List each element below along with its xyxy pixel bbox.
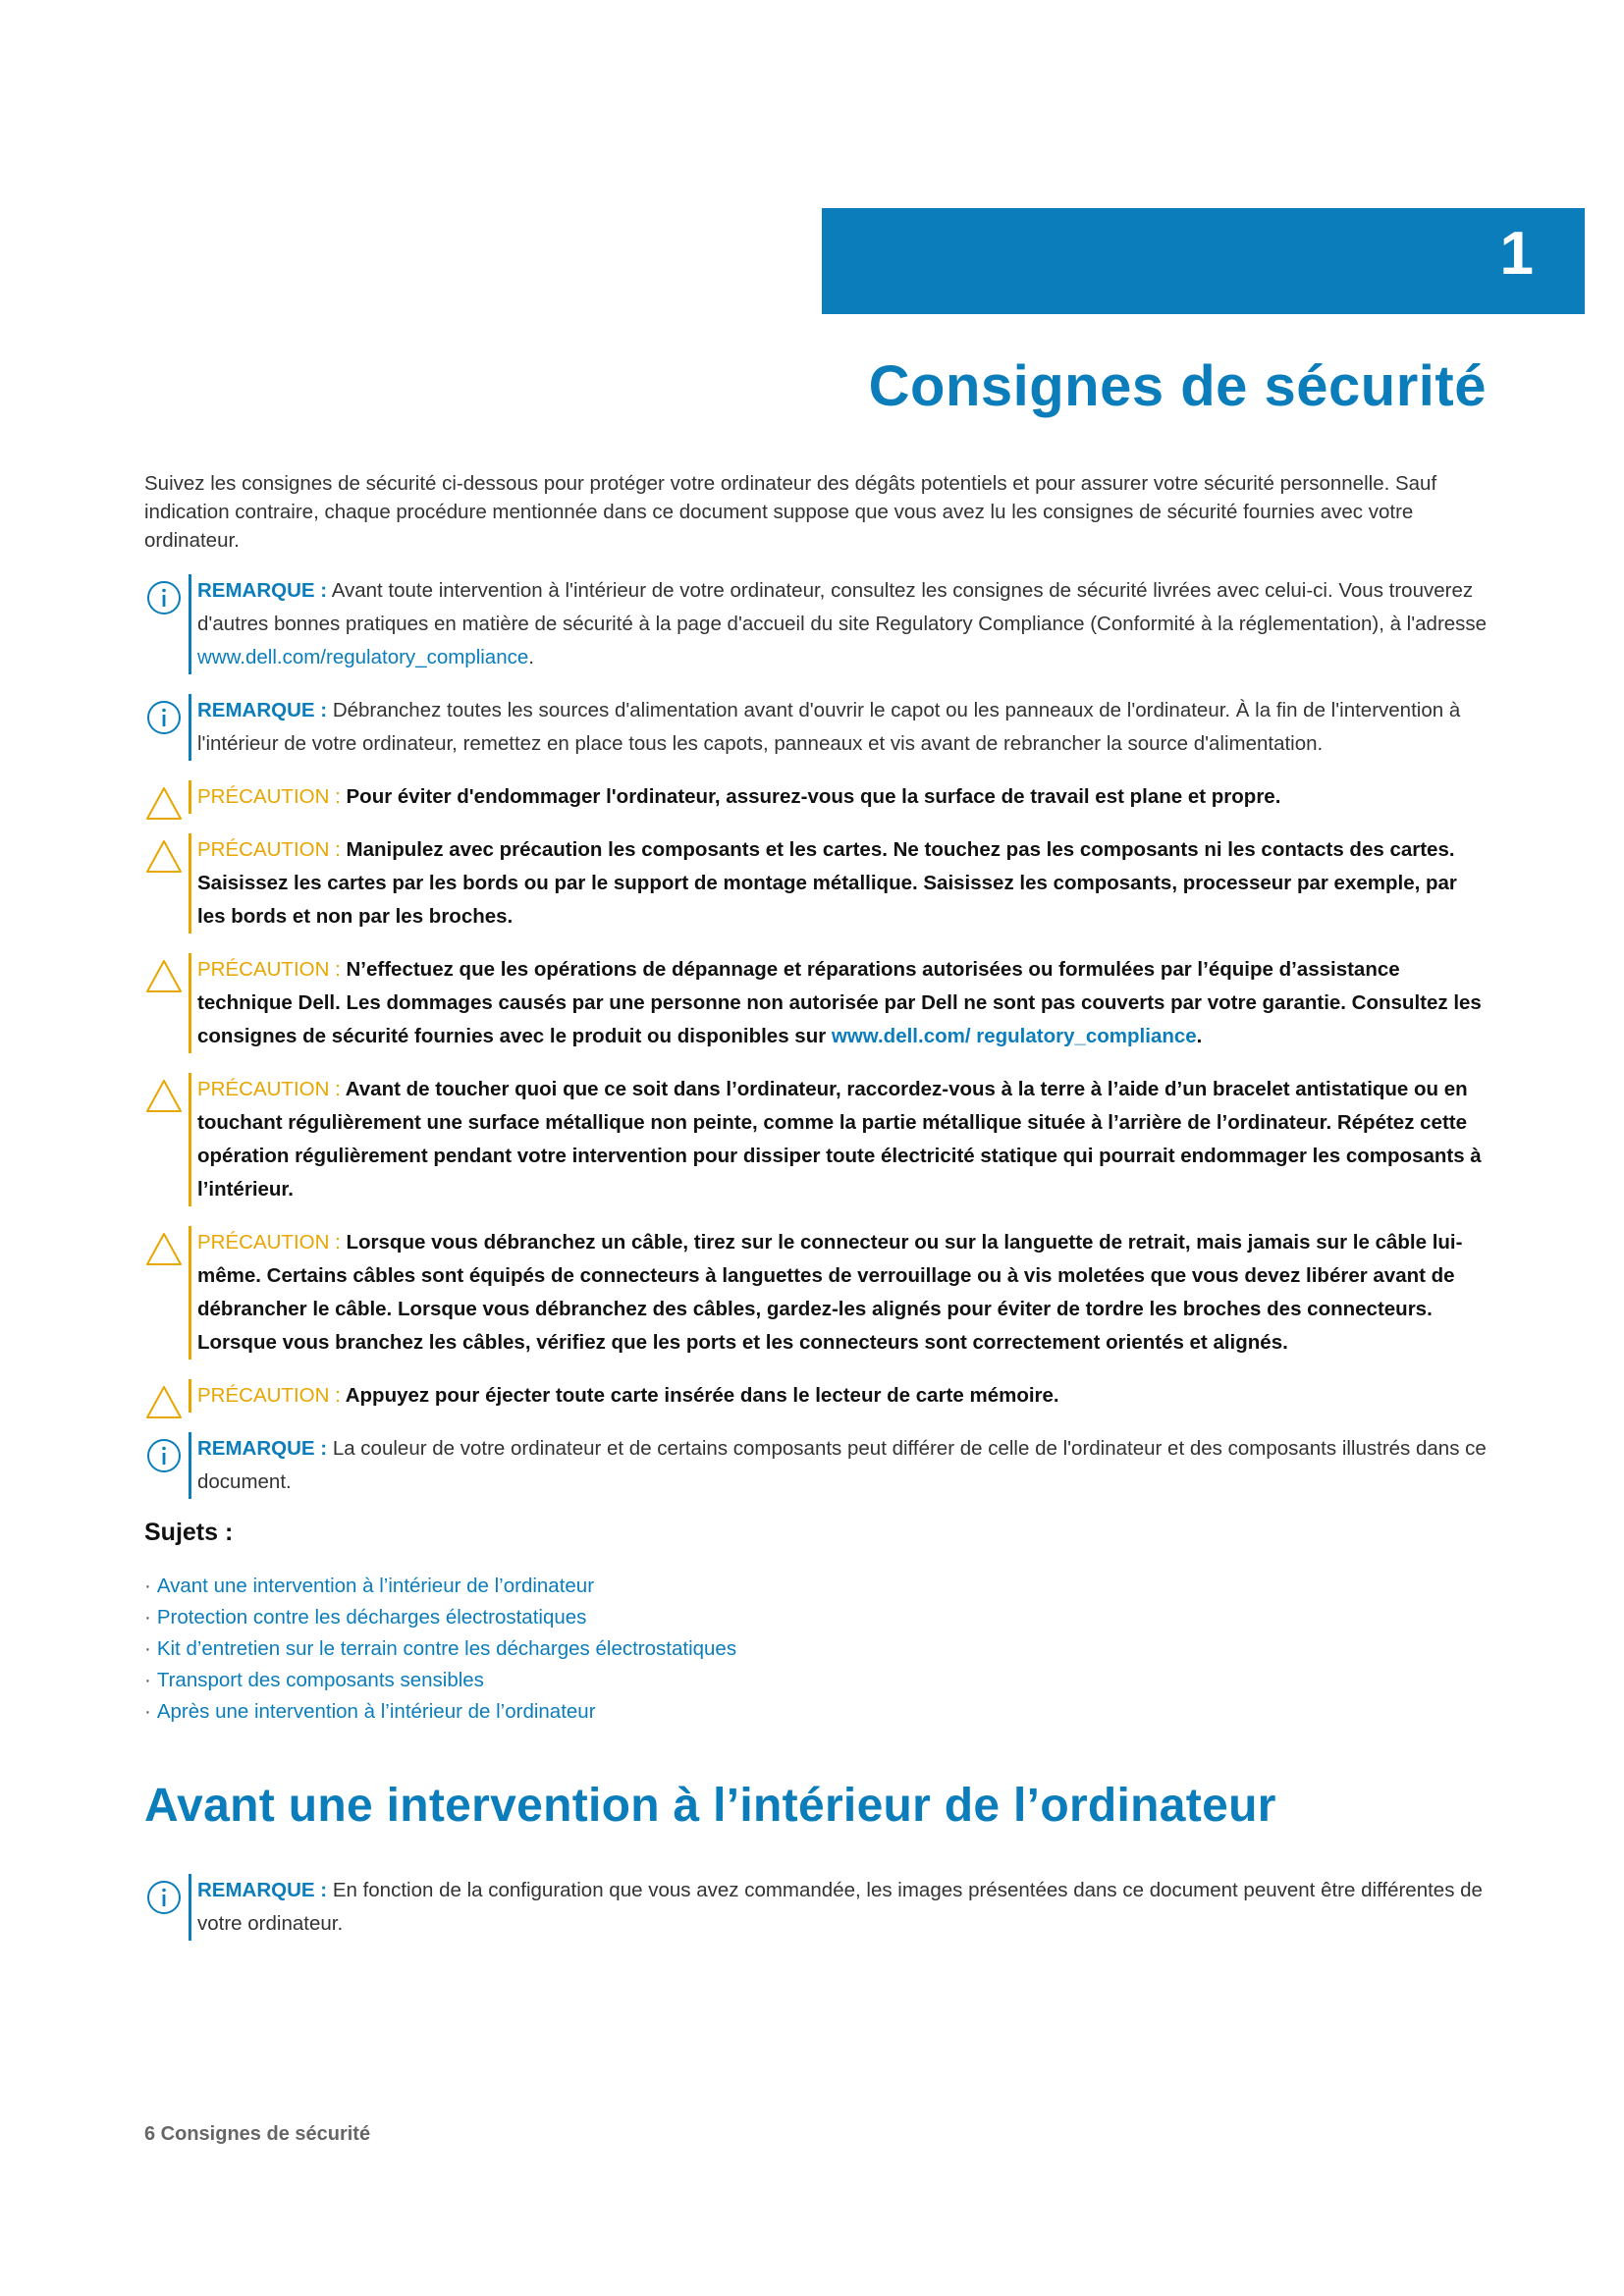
caution-text: Avant de toucher quoi que ce soit dans l’ordinateur, raccordez-vous à la terre à l’aide d’un bracelet antistatique ou en touchant régulièrement une surface métallique non peinte, comme la partie métallique située à l’arrière de l’ordinateur. Répétez cette opération régulièrement pendant votre intervention pour dissiper toute électricité statique qui pourrait endommager les composants à l’intérieur. bbox=[197, 1078, 1482, 1201]
caution-memory-card bbox=[144, 1379, 1489, 1413]
bullet: · bbox=[144, 1606, 151, 1629]
caution-grounding bbox=[144, 1073, 1489, 1206]
note-text: En fonction de la configuration que vous avez commandée, les images présentées dans ce document peuvent être différentes de votre ordinateur. bbox=[197, 1879, 1483, 1935]
info-icon bbox=[144, 1878, 184, 1917]
topics-list bbox=[144, 1571, 1489, 1728]
warning-icon bbox=[144, 1077, 184, 1116]
note-label: REMARQUE : bbox=[197, 1437, 328, 1460]
caution-label: PRÉCAUTION : bbox=[197, 1231, 341, 1254]
bullet: · bbox=[144, 1637, 151, 1660]
list-item bbox=[144, 1665, 1489, 1696]
bullet: · bbox=[144, 1700, 151, 1723]
warning-icon bbox=[144, 837, 184, 877]
note-text: La couleur de votre ordinateur et de certains composants peut différer de celle de l'ordinateur et des composants illustrés dans ce document. bbox=[197, 1437, 1487, 1493]
topic-link[interactable]: Protection contre les décharges électrostatiques bbox=[156, 1606, 587, 1629]
info-icon bbox=[144, 698, 184, 737]
note-label: REMARQUE : bbox=[197, 699, 328, 721]
note-text-end: . bbox=[528, 646, 534, 668]
info-icon bbox=[144, 578, 184, 617]
note-text: Débranchez toutes les sources d'alimentation avant d'ouvrir le capot ou les panneaux de l'ordinateur. À la fin de l'intervention à l'intérieur de votre ordinateur, remettez en place tous les capots, panneaux et vis avant de rebrancher la source d'alimentation. bbox=[197, 699, 1461, 755]
caution-text: Lorsque vous débranchez un câble, tirez sur le connecteur ou sur la languette de retrait, mais jamais sur le câble lui-même. Certains câbles sont équipés de connecteurs à languettes de verrouillage ou à vis moletées que vous devez libérer avant de débrancher le câble. Lorsque vous débranchez des câbles, gardez-les alignés pour éviter de tordre les broches des connecteurs. Lorsque vous branchez les câbles, vérifiez que les ports et les connecteurs sont correctement orientés et alignés. bbox=[197, 1231, 1463, 1354]
intro-paragraph: Suivez les consignes de sécurité ci-dessous pour protéger votre ordinateur des dégâts potentiels et pour assurer votre sécurité personnelle. Sauf indication contraire, chaque procédure mentionnée dans ce document suppose que vous avez lu les consignes de sécurité fournies avec votre ordinateur. bbox=[144, 472, 1437, 552]
regulatory-compliance-link[interactable]: www.dell.com/regulatory_compliance bbox=[197, 646, 529, 668]
caution-text-end: . bbox=[1196, 1025, 1203, 1047]
caution-label: PRÉCAUTION : bbox=[197, 1384, 341, 1407]
regulatory-compliance-link[interactable]: www.dell.com/ regulatory_compliance bbox=[831, 1025, 1197, 1047]
list-item bbox=[144, 1571, 1489, 1602]
list-item bbox=[144, 1696, 1489, 1728]
note-text: Avant toute intervention à l'intérieur de votre ordinateur, consultez les consignes de sécurité livrées avec celui-ci. Vous trouverez d'autres bonnes pratiques en matière de sécurité à la page d'accueil du site Regulatory Compliance (Conformité à la réglementation), à l'adresse bbox=[197, 579, 1488, 635]
chapter-title: Consignes de sécurité bbox=[868, 354, 1487, 418]
section-heading: Avant une intervention à l’intérieur de l’ordinateur bbox=[144, 1780, 1276, 1832]
caution-label: PRÉCAUTION : bbox=[197, 958, 341, 981]
warning-icon bbox=[144, 1230, 184, 1269]
chapter-number: 1 bbox=[1499, 220, 1534, 288]
topic-link[interactable]: Kit d’entretien sur le terrain contre les décharges électrostatiques bbox=[156, 1637, 737, 1660]
list-item bbox=[144, 1633, 1489, 1665]
page-footer: 6 Consignes de sécurité bbox=[144, 2123, 371, 2145]
note-configuration bbox=[144, 1874, 1489, 1941]
caution-components bbox=[144, 833, 1489, 934]
topic-link[interactable]: Après une intervention à l’intérieur de l’ordinateur bbox=[156, 1700, 596, 1723]
note-power bbox=[144, 694, 1489, 761]
topic-link[interactable]: Transport des composants sensibles bbox=[156, 1669, 484, 1691]
note-label: REMARQUE : bbox=[197, 1879, 328, 1901]
caution-text: Pour éviter d'endommager l'ordinateur, assurez-vous que la surface de travail est plane et propre. bbox=[346, 785, 1281, 808]
warning-icon bbox=[144, 957, 184, 996]
bullet: · bbox=[144, 1575, 151, 1597]
caution-authorized-repairs bbox=[144, 953, 1489, 1053]
main-content bbox=[144, 469, 1489, 1960]
chapter-banner bbox=[822, 208, 1585, 314]
caution-text: Appuyez pour éjecter toute carte insérée dans le lecteur de carte mémoire. bbox=[345, 1384, 1059, 1407]
info-icon bbox=[144, 1436, 184, 1475]
note-label: REMARQUE : bbox=[197, 579, 328, 602]
warning-icon bbox=[144, 784, 184, 824]
note-color bbox=[144, 1432, 1489, 1499]
caution-work-surface bbox=[144, 780, 1489, 814]
note-safety-info bbox=[144, 574, 1489, 674]
topic-link[interactable]: Avant une intervention à l’intérieur de l’ordinateur bbox=[156, 1575, 595, 1597]
bullet: · bbox=[144, 1669, 151, 1691]
caution-label: PRÉCAUTION : bbox=[197, 838, 341, 861]
caution-label: PRÉCAUTION : bbox=[197, 785, 341, 808]
caution-label: PRÉCAUTION : bbox=[197, 1078, 341, 1100]
caution-text: N’effectuez que les opérations de dépannage et réparations autorisées ou formulées par l’équipe d’assistance technique Dell. Les dommages causés par une personne non autorisée par Dell ne sont pas couverts par votre garantie. Consultez les consignes de sécurité fournies avec le produit ou disponibles sur bbox=[197, 958, 1482, 1047]
caution-cables bbox=[144, 1226, 1489, 1360]
topics-title: Sujets : bbox=[144, 1519, 234, 1546]
list-item bbox=[144, 1602, 1489, 1633]
warning-icon bbox=[144, 1383, 184, 1422]
caution-text: Manipulez avec précaution les composants et les cartes. Ne touchez pas les composants ni les contacts des cartes. Saisissez les cartes par les bords ou par le support de montage métallique. Saisissez les composants, processeur par exemple, par les bords et non par les broches. bbox=[197, 838, 1457, 928]
